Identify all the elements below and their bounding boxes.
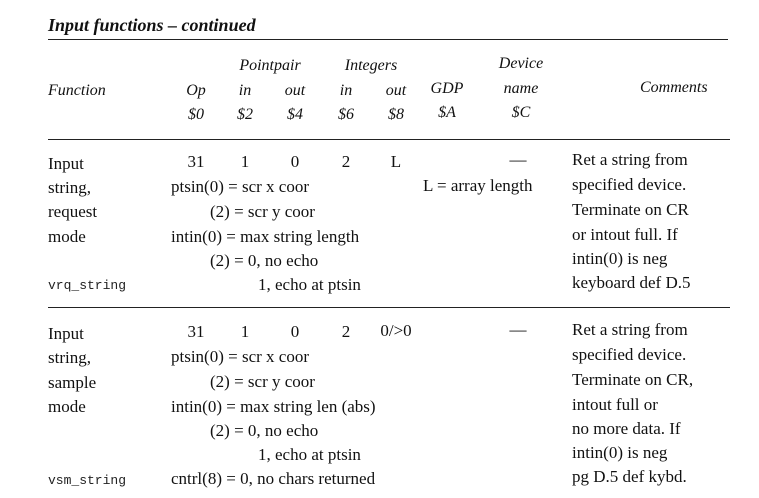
param-line: cntrl(8) = 0, no chars returned — [171, 469, 376, 488]
gdp-note: L = array length — [423, 176, 533, 195]
function-label: mode — [48, 397, 86, 416]
pointpair-in-value: 1 — [240, 322, 250, 341]
header-name-code: $C — [511, 104, 531, 121]
function-label: Input — [48, 154, 84, 173]
comment-line: no more data. If — [572, 419, 681, 438]
comment-line: intin(0) is neg — [572, 249, 668, 268]
header-op-code: $0 — [188, 106, 204, 123]
header-device: Device — [498, 55, 544, 72]
integers-out-value: L — [390, 152, 402, 171]
header-name: name — [503, 80, 539, 97]
device-name-value: — — [509, 150, 527, 169]
param-line: (2) = 0, no echo — [210, 251, 319, 270]
comment-line: keyboard def D.5 — [572, 273, 691, 292]
pointpair-out-value: 0 — [290, 152, 300, 171]
header-pointpair-out-code: $4 — [287, 106, 303, 123]
pointpair-out-value: 0 — [290, 322, 300, 341]
param-line: (2) = 0, no echo — [210, 421, 319, 440]
param-line: (2) = scr y coor — [210, 202, 315, 221]
header-integers-out-code: $8 — [388, 106, 404, 123]
section-rule — [48, 307, 730, 308]
comment-line: intin(0) is neg — [572, 443, 668, 462]
param-line: (2) = scr y coor — [210, 372, 315, 391]
comment-line: or intout full. If — [572, 225, 678, 244]
header-function: Function — [48, 82, 106, 99]
op-value: 31 — [187, 322, 205, 341]
page-title: Input functions – continued — [48, 15, 256, 35]
integers-in-value: 2 — [341, 152, 351, 171]
param-line: intin(0) = max string len (abs) — [171, 397, 376, 416]
function-label: Input — [48, 324, 84, 343]
header-integers: Integers — [344, 57, 398, 74]
header-integers-in: in — [339, 82, 353, 99]
comment-line: specified device. — [572, 345, 687, 364]
integers-out-value: 0/>0 — [380, 321, 412, 340]
title-rule — [48, 39, 728, 40]
header-gdp-code: $A — [438, 104, 456, 121]
function-label: mode — [48, 227, 86, 246]
header-comments: Comments — [640, 79, 708, 96]
param-line: ptsin(0) = scr x coor — [171, 347, 310, 366]
comment-line: Terminate on CR — [572, 200, 689, 219]
binding-name: vsm_string — [48, 473, 127, 488]
function-label: request — [48, 202, 98, 221]
device-name-value: — — [509, 320, 527, 339]
comment-line: Terminate on CR, — [572, 370, 694, 389]
function-label: string, — [48, 348, 91, 367]
comment-line: specified device. — [572, 175, 687, 194]
header-gdp: GDP — [430, 80, 464, 97]
comment-line: pg D.5 def kybd. — [572, 467, 687, 486]
header-integers-in-code: $6 — [338, 106, 354, 123]
function-label: sample — [48, 373, 97, 392]
header-pointpair-out: out — [284, 82, 306, 99]
op-value: 31 — [187, 152, 205, 171]
comment-line: Ret a string from — [572, 150, 688, 169]
header-rule — [48, 139, 730, 140]
header-integers-out: out — [385, 82, 407, 99]
comment-line: intout full or — [572, 395, 658, 414]
param-line: 1, echo at ptsin — [258, 275, 361, 294]
header-pointpair-in-code: $2 — [237, 106, 253, 123]
header-pointpair: Pointpair — [239, 57, 301, 74]
header-pointpair-in: in — [238, 82, 252, 99]
function-label: string, — [48, 178, 91, 197]
param-line: intin(0) = max string length — [171, 227, 360, 246]
pointpair-in-value: 1 — [240, 152, 250, 171]
comment-line: Ret a string from — [572, 320, 688, 339]
header-op: Op — [186, 82, 206, 99]
integers-in-value: 2 — [341, 322, 351, 341]
param-line: 1, echo at ptsin — [258, 445, 361, 464]
param-line: ptsin(0) = scr x coor — [171, 177, 310, 196]
binding-name: vrq_string — [48, 278, 127, 293]
